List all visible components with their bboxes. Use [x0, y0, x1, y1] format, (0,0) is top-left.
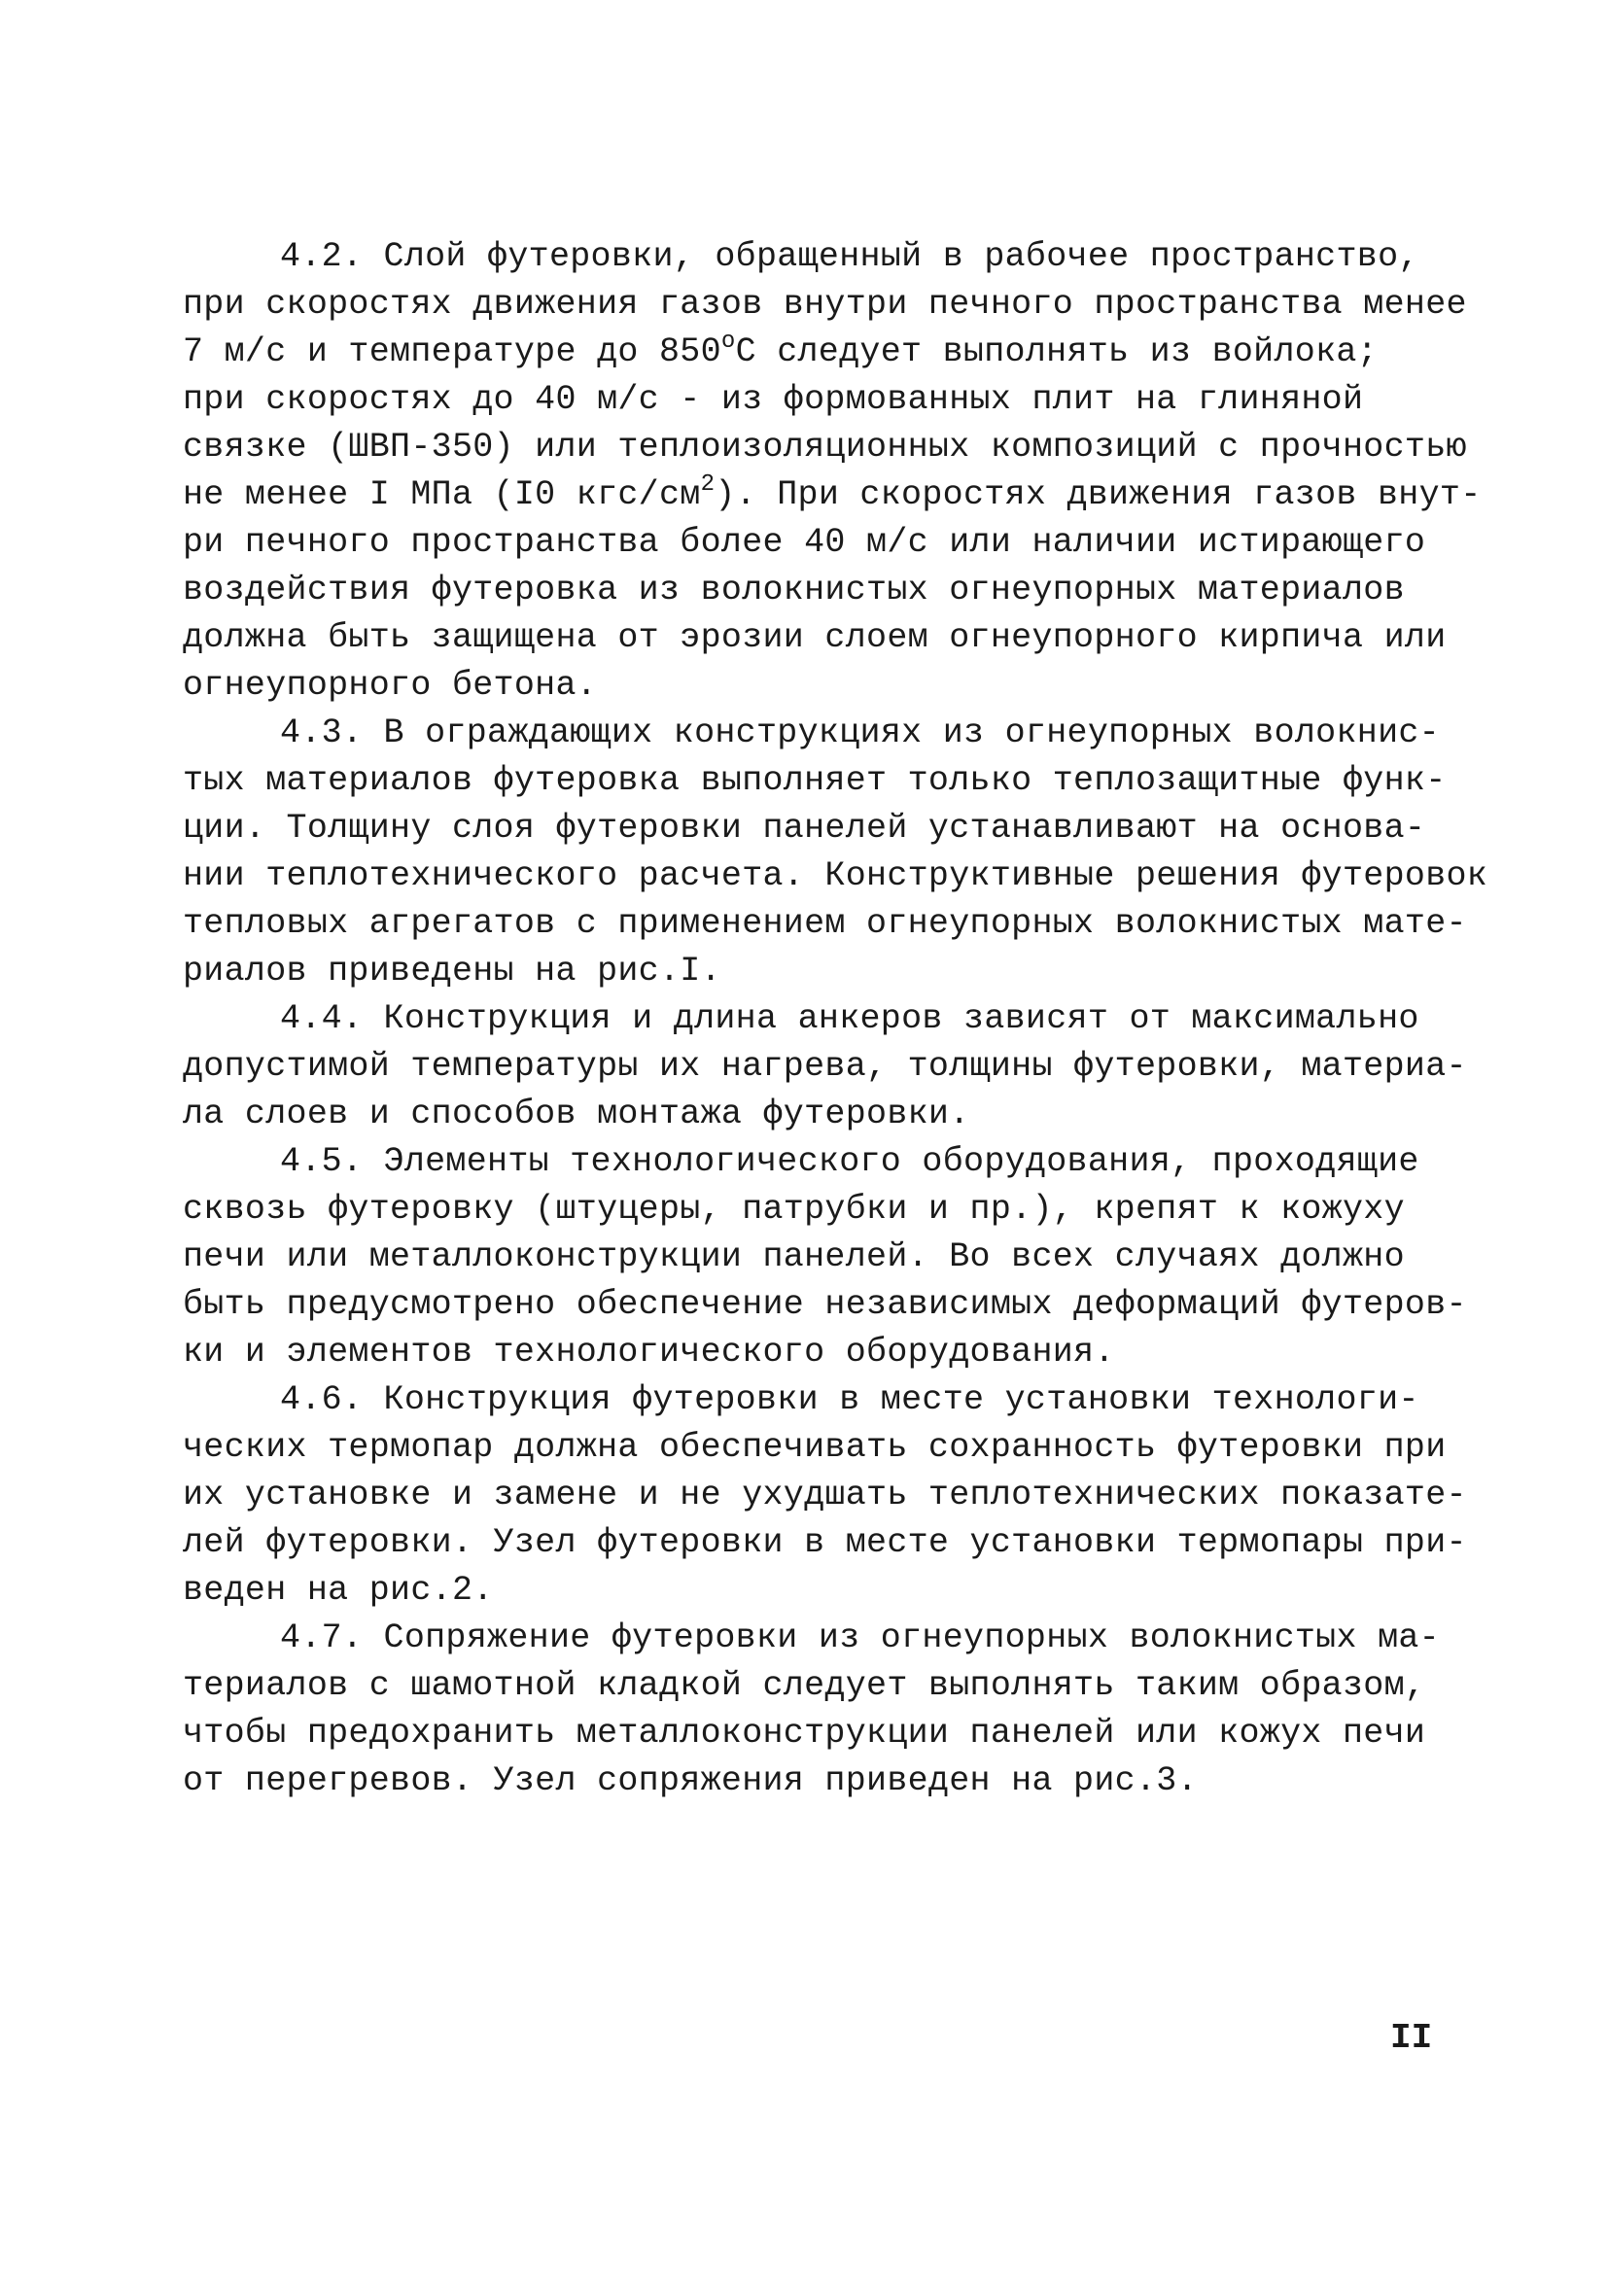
- text-line: должна быть защищена от эрозии слоем огнеупорного кирпича или: [183, 618, 1447, 657]
- text-line: при скоростях движения газов внутри печного пространства менее: [183, 285, 1467, 324]
- text-line: 4.5. Элементы технологического оборудования, проходящие: [280, 1142, 1419, 1181]
- text-line: ла слоев и способов монтажа футеровки.: [183, 1095, 970, 1133]
- text-line: допустимой температуры их нагрева, толщины футеровки, материа-: [183, 1047, 1467, 1086]
- text-line: от перегревов. Узел сопряжения приведен на рис.3.: [183, 1761, 1198, 1800]
- text-line: 4.7. Сопряжение футеровки из огнеупорных волокнистых ма-: [280, 1618, 1440, 1657]
- paragraph-4-2: [183, 233, 1482, 710]
- text-line: ри печного пространства более 40 м/с или наличии истирающего: [183, 523, 1426, 562]
- text-line: огнеупорного бетона.: [183, 666, 598, 705]
- body-text: [183, 233, 1488, 1805]
- text-line: ческих термопар должна обеспечивать сохранность футеровки при: [183, 1428, 1447, 1467]
- text-line: тых материалов футеровка выполняет только теплозащитные функ-: [183, 761, 1447, 800]
- text-line: быть предусмотрено обеспечение независимых деформаций футеров-: [183, 1285, 1467, 1324]
- text-line: 4.3. В ограждающих конструкциях из огнеупорных волокнис-: [280, 713, 1440, 752]
- text-line: 4.6. Конструкция футеровки в месте установки технологи-: [280, 1380, 1419, 1419]
- text-line: лей футеровки. Узел футеровки в месте установки термопары при-: [183, 1523, 1467, 1562]
- text-line: 4.4. Конструкция и длина анкеров зависят от максимально: [280, 999, 1419, 1038]
- paragraph-4-5: [183, 1138, 1467, 1376]
- text-line: ки и элементов технологического оборудования.: [183, 1333, 1115, 1372]
- text-line: тепловых агрегатов с применением огнеупорных волокнистых мате-: [183, 904, 1467, 943]
- paragraph-4-4: [183, 995, 1467, 1138]
- square-superscript: 2: [700, 471, 716, 498]
- text-line: [183, 329, 1437, 376]
- text-line: нии теплотехнического расчета. Конструктивные решения футеровок: [183, 856, 1488, 895]
- paragraph-4-7: [183, 1615, 1440, 1805]
- text-fragment: 7 м/с и температуре до 850: [183, 332, 721, 371]
- text-line: териалов с шамотной кладкой следует выполнять таким образом,: [183, 1666, 1426, 1705]
- text-fragment: ). При скоростях движения газов внут-: [715, 475, 1482, 514]
- degree-superscript: о: [720, 329, 736, 355]
- text-line: их установке и замене и не ухудшать теплотехнических показате-: [183, 1476, 1467, 1514]
- text-line: при скоростях до 40 м/с - из формованных плит на глиняной: [183, 380, 1364, 419]
- text-line: сквозь футеровку (штуцеры, патрубки и пр.), крепят к кожуху: [183, 1190, 1405, 1229]
- text-line: веден на рис.2.: [183, 1571, 494, 1610]
- text-line: печи или металлоконструкции панелей. Во всех случаях должно: [183, 1237, 1405, 1276]
- text-line: риалов приведены на рис.I.: [183, 952, 721, 991]
- text-fragment: С следует выполнять из войлока;: [735, 332, 1378, 371]
- text-line: воздействия футеровка из волокнистых огнеупорных материалов: [183, 571, 1405, 609]
- paragraph-4-3: [183, 710, 1488, 995]
- text-line: ции. Толщину слоя футеровки панелей устанавливают на основа-: [183, 809, 1426, 848]
- text-fragment: не менее I МПа (I0 кгс/см: [183, 475, 701, 514]
- text-line: 4.2. Слой футеровки, обращенный в рабочее пространство,: [280, 237, 1419, 276]
- text-line: [183, 471, 1482, 519]
- paragraph-4-6: [183, 1376, 1467, 1615]
- text-line: связке (ШВП-350) или теплоизоляционных композиций с прочностью: [183, 428, 1467, 467]
- text-line: чтобы предохранить металлоконструкции панелей или кожух печи: [183, 1714, 1426, 1753]
- page-number: II: [1390, 2018, 1433, 2058]
